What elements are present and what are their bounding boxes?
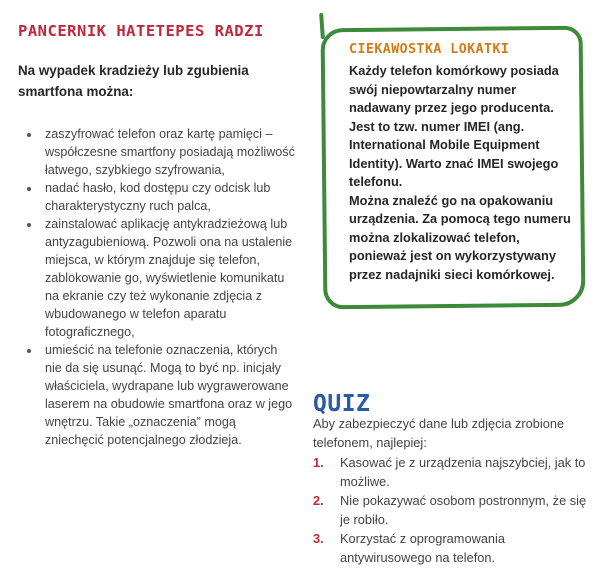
bullet-icon — [27, 223, 31, 227]
answer-number: 2. — [313, 493, 324, 508]
fact-box-paragraph: Każdy telefon komórkowy posiada swój niepowtarzalny numer nadawany przez jego producenta. Jest to tzw. numer IMEI (ang. International Mobile Equipment Identity). Warto znać IMEI swojego telefonu. — [349, 63, 559, 189]
quiz-question: Aby zabezpieczyć dane lub zdjęcia zrobione telefonem, najlepiej: — [313, 416, 565, 450]
quiz-answer — [313, 453, 598, 491]
fact-box-corner-mark — [319, 13, 325, 39]
fact-box-title: CIEKAWOSTKA LOKATKI — [349, 42, 510, 57]
quiz-title: QUIZ — [313, 391, 371, 418]
intro-text: Na wypadek kradzieży lub zgubienia smartfona można: — [18, 63, 249, 99]
quiz-answer — [313, 529, 598, 567]
left-column — [18, 22, 296, 449]
list-item-text: zainstalować aplikację antykradzieżową lub antyzagubieniową. Pozwoli ona na ustalenie miejsca, w którym znajduje się telefon, zablokowanie go, wyświetlenie komunikatu na ekranie czy też wykonanie zdjęcia z wbudowanego w telefon aparatu fotograficznego, — [45, 217, 293, 339]
list-item-text: nadać hasło, kod dostępu czy odcisk lub charakterystyczny ruch palca, — [45, 181, 271, 213]
quiz-answers-list — [313, 453, 598, 567]
list-item-text: zaszyfrować telefon oraz kartę pamięci – współczesne smartfony posiadają możliwość łatwego, szybkiego szyfrowania, — [45, 127, 295, 177]
section-title: PANCERNIK HATETEPES RADZI — [18, 22, 264, 40]
bullet-icon — [27, 187, 31, 191]
answer-number: 3. — [313, 531, 324, 546]
fact-box-paragraph: Można znaleźć go na opakowaniu urządzenia. Za pomocą tego numeru można zlokalizować telefon, ponieważ jest on wykorzystywany przez nadajniki sieci komórkowej. — [349, 192, 571, 282]
answer-text: Nie pokazywać osobom postronnym, że się je robiło. — [340, 493, 587, 527]
quiz-answer — [313, 491, 598, 529]
tips-list — [18, 125, 296, 449]
list-item-text: umieścić na telefonie oznaczenia, których nie da się usunąć. Mogą to być np. inicjały właściciela, wydrapane lub wygrawerowane laserem na obudowie smartfona oraz w jego wnętrzu. Takie „oznaczenia” mogą zniechęcić potencjalnego złodzieja. — [45, 343, 293, 447]
list-item — [18, 125, 296, 179]
bullet-icon — [27, 133, 31, 137]
answer-number: 1. — [313, 455, 324, 470]
list-item — [18, 215, 296, 341]
list-item — [18, 179, 296, 215]
list-item — [18, 341, 296, 449]
answer-text: Korzystać z oprogramowania antywirusowego na telefon. — [340, 531, 506, 565]
fact-box-body — [349, 62, 574, 284]
answer-text: Kasować je z urządzenia najszybciej, jak to możliwe. — [340, 455, 586, 489]
bullet-icon — [27, 349, 31, 353]
